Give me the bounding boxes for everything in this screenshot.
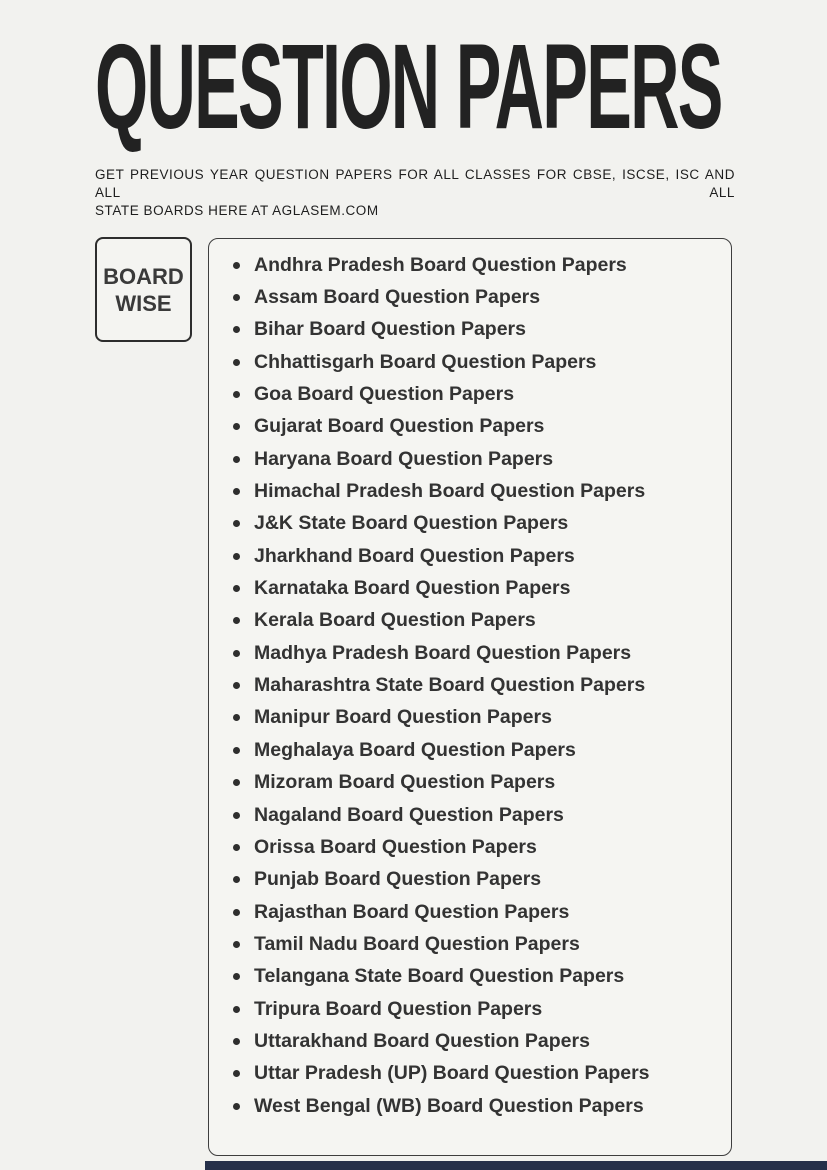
list-item[interactable] — [229, 1090, 711, 1122]
board-link[interactable]: Nagaland Board Question Papers — [254, 803, 564, 826]
list-item[interactable] — [229, 1025, 711, 1057]
list-item[interactable] — [229, 281, 711, 313]
list-item[interactable] — [229, 540, 711, 572]
bullet-icon — [233, 326, 240, 333]
list-item[interactable] — [229, 378, 711, 410]
bullet-icon — [233, 262, 240, 269]
list-item[interactable] — [229, 767, 711, 799]
bullet-icon — [233, 617, 240, 624]
bullet-icon — [233, 876, 240, 883]
board-link[interactable]: Gujarat Board Question Papers — [254, 415, 545, 438]
board-link[interactable]: Uttar Pradesh (UP) Board Question Papers — [254, 1062, 650, 1085]
board-link[interactable]: Bihar Board Question Papers — [254, 318, 526, 341]
bullet-icon — [233, 488, 240, 495]
bullet-icon — [233, 294, 240, 301]
bullet-icon — [233, 359, 240, 366]
board-link[interactable]: Chhattisgarh Board Question Papers — [254, 350, 597, 373]
bullet-icon — [233, 844, 240, 851]
list-item[interactable] — [229, 346, 711, 378]
bullet-icon — [233, 973, 240, 980]
board-link[interactable]: Mizoram Board Question Papers — [254, 771, 556, 794]
subtitle-line-2: STATE BOARDS HERE AT AGLASEM.COM — [95, 203, 379, 218]
board-list — [229, 249, 711, 1122]
list-item[interactable] — [229, 864, 711, 896]
bullet-icon — [233, 779, 240, 786]
list-item[interactable] — [229, 928, 711, 960]
list-item[interactable] — [229, 702, 711, 734]
board-link[interactable]: Maharashtra State Board Question Papers — [254, 674, 646, 697]
bullet-icon — [233, 553, 240, 560]
bullet-icon — [233, 1070, 240, 1077]
board-link[interactable]: Madhya Pradesh Board Question Papers — [254, 641, 632, 664]
board-link[interactable]: Meghalaya Board Question Papers — [254, 738, 576, 761]
board-link[interactable]: Tripura Board Question Papers — [254, 997, 543, 1020]
page-subtitle — [95, 166, 735, 220]
bullet-icon — [233, 682, 240, 689]
bullet-icon — [233, 423, 240, 430]
bullet-icon — [233, 585, 240, 592]
bullet-icon — [233, 941, 240, 948]
board-wise-badge: BOARD WISE — [95, 237, 192, 342]
list-item[interactable] — [229, 443, 711, 475]
bullet-icon — [233, 1103, 240, 1110]
board-link[interactable]: J&K State Board Question Papers — [254, 512, 569, 535]
list-item[interactable] — [229, 314, 711, 346]
list-item[interactable] — [229, 734, 711, 766]
bullet-icon — [233, 1038, 240, 1045]
bullet-icon — [233, 747, 240, 754]
board-link[interactable]: Assam Board Question Papers — [254, 286, 541, 309]
board-link[interactable]: Andhra Pradesh Board Question Papers — [254, 253, 627, 276]
board-link[interactable]: West Bengal (WB) Board Question Papers — [254, 1094, 644, 1117]
list-item[interactable] — [229, 993, 711, 1025]
list-item[interactable] — [229, 508, 711, 540]
bullet-icon — [233, 456, 240, 463]
list-item[interactable] — [229, 799, 711, 831]
board-link[interactable]: Karnataka Board Question Papers — [254, 577, 571, 600]
bullet-icon — [233, 650, 240, 657]
board-link[interactable]: Jharkhand Board Question Papers — [254, 544, 575, 567]
list-item[interactable] — [229, 475, 711, 507]
board-link[interactable]: Kerala Board Question Papers — [254, 609, 536, 632]
list-item[interactable] — [229, 411, 711, 443]
list-item[interactable] — [229, 831, 711, 863]
bullet-icon — [233, 714, 240, 721]
list-item[interactable] — [229, 1058, 711, 1090]
list-item[interactable] — [229, 572, 711, 604]
bullet-icon — [233, 909, 240, 916]
board-list-panel — [208, 238, 732, 1156]
board-link[interactable]: Orissa Board Question Papers — [254, 835, 537, 858]
footer-bar — [205, 1161, 827, 1170]
bullet-icon — [233, 520, 240, 527]
board-link[interactable]: Telangana State Board Question Papers — [254, 965, 625, 988]
board-link[interactable]: Haryana Board Question Papers — [254, 447, 554, 470]
board-link[interactable]: Himachal Pradesh Board Question Papers — [254, 480, 646, 503]
subtitle-line-1: GET PREVIOUS YEAR QUESTION PAPERS FOR ALL CLASSES FOR CBSE, ISCSE, ISC AND ALL ALL — [95, 167, 735, 200]
page-title: QUESTION PAPERS — [95, 18, 722, 154]
list-item[interactable] — [229, 961, 711, 993]
list-item[interactable] — [229, 249, 711, 281]
list-item[interactable] — [229, 669, 711, 701]
board-link[interactable]: Punjab Board Question Papers — [254, 868, 542, 891]
bullet-icon — [233, 812, 240, 819]
board-link[interactable]: Uttarakhand Board Question Papers — [254, 1029, 590, 1052]
list-item[interactable] — [229, 605, 711, 637]
board-link[interactable]: Goa Board Question Papers — [254, 383, 515, 406]
bullet-icon — [233, 1006, 240, 1013]
list-item[interactable] — [229, 637, 711, 669]
board-link[interactable]: Manipur Board Question Papers — [254, 706, 552, 729]
board-link[interactable]: Rajasthan Board Question Papers — [254, 900, 570, 923]
board-link[interactable]: Tamil Nadu Board Question Papers — [254, 932, 580, 955]
bullet-icon — [233, 391, 240, 398]
list-item[interactable] — [229, 896, 711, 928]
